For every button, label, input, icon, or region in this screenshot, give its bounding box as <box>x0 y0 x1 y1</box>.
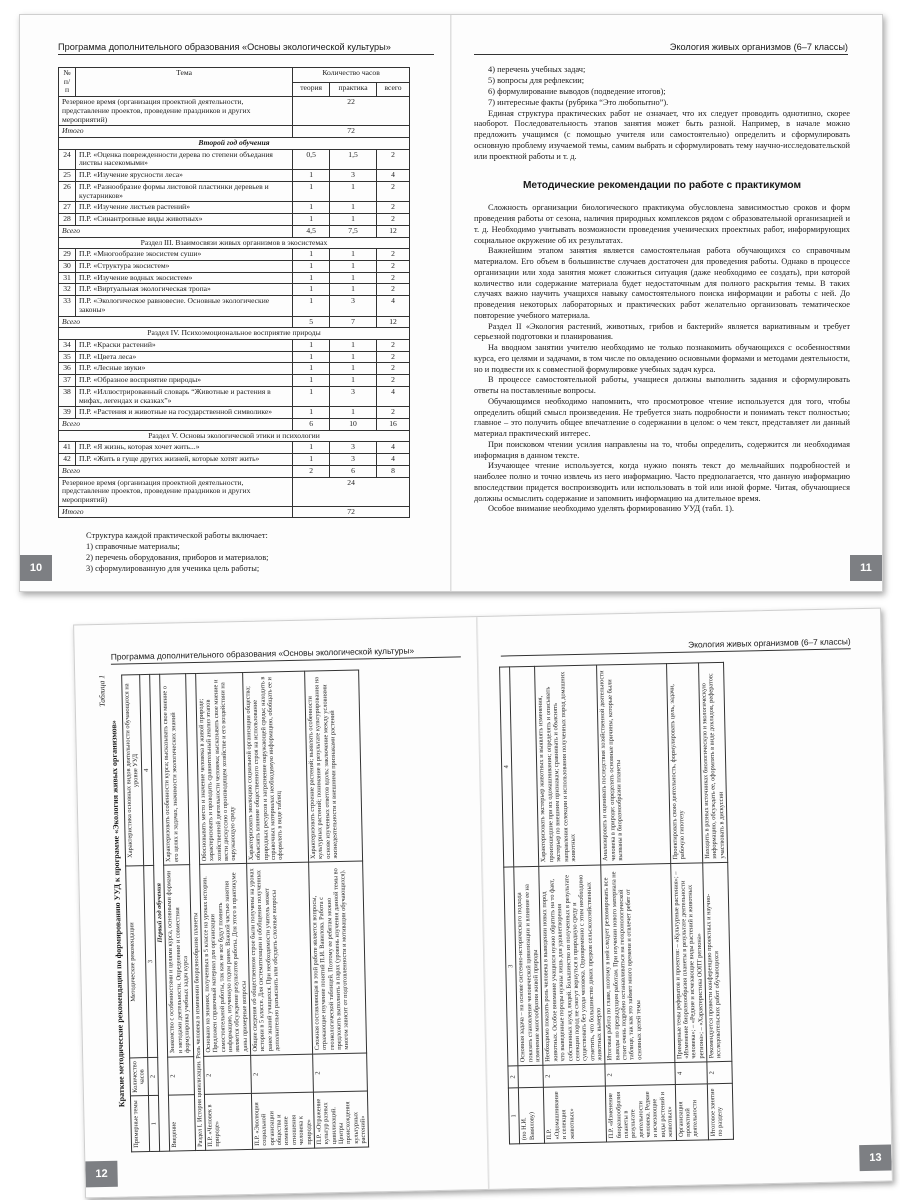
table-title: Краткие методические рекомендации по формированию УУД к программе «Экология живых организмов» <box>109 720 127 1108</box>
hours-table <box>58 67 410 518</box>
cell-topic: П.Р. «Виртуальная экологическая тропа» <box>75 284 292 296</box>
cell-num: 31 <box>59 272 76 284</box>
cell-rec: Примерные темы рефератов и проектов: – «Культурные растения»; – «Изменение биоразнообразия планеты в результате деятельности человека»; – «Редкие и исчезающие виды растений и животных региона»; – «Характеристика ООПТ региона» <box>670 862 707 1062</box>
table-row <box>59 260 410 272</box>
cell-rec: Необходимо показать роль человека в выведении новых пород животных. Особое внимание учащихся нужно обратить на то факт, что выведенные породы нужны лишь для удовлетворения собственных нужд людей. Большинство из полученных в результате селекции пород не смогут вернуться в природную среду и существовать без ухода человека. Одновременно с этим необходимо отметить, что большинство диких предков сельскохозяйственных животных вымерло <box>539 865 605 1066</box>
cell-topic: П.Р. «Растения и животные на государственной символике» <box>75 407 292 419</box>
cell-practice: 1 <box>330 202 377 214</box>
cell-total: 2 <box>377 181 410 201</box>
cell-num: 25 <box>59 170 76 182</box>
cell-num: 24 <box>59 149 76 169</box>
paragraph: Сложность организации биологического практикума обусловлена зависимостью сроков и форм проведения работы от сезона, наличия природных комплексов рядом с образовательной организацией и т. д. Необходимо учитывать возможности проведения ученических проектных работ, информирующих социальное окружение об их результатах. <box>474 203 850 245</box>
cell-total: 16 <box>377 419 410 431</box>
cell-practice: 3 <box>330 386 377 406</box>
cell-practice: 1 <box>330 181 377 201</box>
page-10 <box>20 15 451 591</box>
cell-total: 4 <box>377 386 410 406</box>
cell-hours: 2 <box>605 1063 675 1086</box>
cell-topic: П.Р. «Многообразие экосистем суши» <box>75 249 292 261</box>
table-row <box>59 149 410 169</box>
th-num: 4 <box>139 674 153 866</box>
cell-theory: 1 <box>293 260 330 272</box>
cell-section-heading: Раздел V. Основы экологической этики и психологии <box>59 430 410 442</box>
cell-num: 37 <box>59 375 76 387</box>
cell-topic: П.Р. «Лесные звуки» <box>75 363 292 375</box>
cell-practice: 10 <box>330 419 377 431</box>
th-num: 1 <box>508 1088 520 1144</box>
cell-topic: П.Р. «Отражение культур разных цивилизаций. Центры происхождения культурных растений» <box>313 1091 369 1148</box>
rotated-table <box>493 653 873 1151</box>
cell-practice: 3 <box>330 296 377 316</box>
cell-total: 4 <box>377 296 410 316</box>
table-row <box>59 477 410 506</box>
cell-reserve-value: 22 <box>293 97 410 126</box>
cell-char: Характеризовать экстерьер животных и выявлять изменения, произошедшие при их одомашнивании; определять и описывать экстерьер по внешним признакам; сравнивать и объяснять направления селекции и использования полученных пород домашних животных <box>535 665 601 866</box>
cell-theory: 1 <box>293 272 330 284</box>
th-num: 3 <box>504 866 519 1066</box>
table-row <box>59 363 410 375</box>
cell-total: 2 <box>377 375 410 387</box>
table-row <box>59 296 410 316</box>
cell-theory: 4,5 <box>293 225 330 237</box>
cell-topic: П.Р. «Человек в природе» <box>204 1094 252 1151</box>
cell-num: 32 <box>59 284 76 296</box>
cell-practice: 7,5 <box>330 225 377 237</box>
cell-rec: Основная задача – на основе системно-исторического подхода показать становление человеческой цивилизации и влияние ее на изменение многообразия живой природы <box>514 866 543 1066</box>
cell-practice: 1 <box>330 407 377 419</box>
cell-topic: Организация проектной деятельности <box>675 1084 709 1141</box>
cell-num: 28 <box>59 214 76 226</box>
structure-list-continued <box>474 65 850 109</box>
rotated-table <box>93 661 473 1159</box>
cell-num: 42 <box>59 454 76 466</box>
cell-theory: 1 <box>293 363 330 375</box>
th-topic: Тема <box>75 68 292 97</box>
cell-total: 2 <box>377 249 410 261</box>
cell-topic: П.Р. «Эволюция социальной организации общества и изменение отношения человека к природе» <box>251 1093 314 1150</box>
paragraph: В процессе самостоятельной работы, учащиеся должны выполнить задания и сформулировать ответы на поставленные вопросы. <box>474 375 850 396</box>
cell-sum-label: Всего <box>59 316 293 328</box>
cell-practice: 1 <box>330 260 377 272</box>
th-hours: Количество часов <box>293 68 410 83</box>
table-row <box>59 407 410 419</box>
cell-practice: 1 <box>330 272 377 284</box>
cell-char: Характеризовать строение растений; выявлять особенности культурных растений; понимание в результате культурирования на основе изученных ответов вдоль; заключение между условиями жизнедеятельности и внешними признаками растений <box>305 670 364 863</box>
th-topics: Примерные темы <box>130 1096 149 1152</box>
cell-topic: П.Р. «Иллюстрированный словарь “Животные и растения в мифах, легендах и сказках”» <box>75 386 292 406</box>
paragraph: Изучающее чтение используется, когда нужно понять текст до мельчайших подробностей и наиболее полно и точно извлечь из него информацию. Часто предполагается, что данную информацию впоследствии придется воспроизводить или использовать в той или иной форме. Читая, обучающиеся должны осмыслить содержание и запомнить информацию на длительное время. <box>474 461 850 503</box>
cell-char: Анализировать и оценивать последствия хозяйственной деятельности человека в природе; определять основные причины, которые были вызваны в биоразнообразии планеты <box>597 664 670 865</box>
cell-total-label: Итого <box>59 506 293 518</box>
recommendations-text <box>474 203 850 515</box>
th-num: № п/п <box>59 68 76 97</box>
rotated-table-area <box>493 653 873 1151</box>
cell-theory: 1 <box>293 214 330 226</box>
cell-total: 4 <box>377 442 410 454</box>
cell-theory: 1 <box>293 386 330 406</box>
running-head: Экология живых организмов (6–7 классы) <box>474 42 848 55</box>
table-row <box>59 339 410 351</box>
table-row <box>59 386 410 406</box>
table-row <box>59 272 410 284</box>
cell-theory: 1 <box>293 181 330 201</box>
page-11-content <box>474 65 850 515</box>
cell-reserve-label: Резервное время (организация проектной деятельности, представление проектов, проведение праздников и других мероприятий) <box>59 477 293 506</box>
cell-total: 2 <box>377 351 410 363</box>
cell-rec: Сложная составляющая в этой работе является вопросы, отражающие изучение понятий П.И. Вавилова. Работа с геоэкологической таблицей. Поэтому ее ребятам можно предложить выполнить в парах (уровень изучения данной темы во многом зависит от подготовленности и мотивации обучающихся). <box>309 862 368 1054</box>
uud-table <box>121 670 369 1153</box>
cell-topic: Введение <box>169 1095 195 1151</box>
cell-hours: 2 <box>707 1061 733 1083</box>
cell-num: 30 <box>59 260 76 272</box>
cell-num: 33 <box>59 296 76 316</box>
cell-topic: П.Р. «Экологическое равновесие. Основные экологические законы» <box>75 296 292 316</box>
cell-char: Находить в разных источниках биологическую и экологическую информацию, обсуждать ее, оформлять в виде докладов, рефератов; участвовать в дискуссии <box>699 662 728 862</box>
cell-char: Характеризовать особенности курса; высказывать свое мнение о его целях и задачах, значимости экологических знаний <box>160 674 189 866</box>
cell-num: 35 <box>59 351 76 363</box>
cell-practice: 1 <box>330 375 377 387</box>
table-row <box>59 419 410 431</box>
cell-total: 4 <box>377 454 410 466</box>
hours-table-body <box>59 97 410 518</box>
cell-hours: 2 <box>543 1064 605 1087</box>
cell-num: 36 <box>59 363 76 375</box>
table-row <box>59 97 410 126</box>
table-row <box>59 202 410 214</box>
table-row <box>59 351 410 363</box>
table-row <box>59 249 410 261</box>
cell-topic: Итоговое занятие по разделу <box>707 1083 733 1139</box>
table-row <box>535 665 607 1143</box>
cell-hours: 2 <box>168 1056 194 1095</box>
paragraph: Раздел II «Экология растений, животных, грибов и бактерий» является вариативным и требует серьезной подготовки и планирования. <box>474 321 850 342</box>
table-row <box>59 454 410 466</box>
cell-sum-label: Всего <box>59 465 293 477</box>
uud-table-continued <box>499 662 734 1145</box>
cell-topic: П.Р. «Образное восприятие природы» <box>75 375 292 387</box>
cell-practice: 1 <box>330 363 377 375</box>
page-number: 12 <box>85 1161 118 1188</box>
cell-total: 2 <box>377 202 410 214</box>
list-item: 4) перечень учебных задач; <box>488 65 586 74</box>
table-row <box>59 225 410 237</box>
table-row <box>59 126 410 138</box>
table-row <box>59 375 410 387</box>
running-head: Программа дополнительного образования «Основы экологической культуры» <box>111 644 461 664</box>
page-number: 11 <box>850 555 882 581</box>
th-num: 1 <box>148 1096 160 1152</box>
cell-topic: П.Р. «Изучение ярусности леса» <box>75 170 292 182</box>
paragraph: При поисковом чтении усилия направлены на то, чтобы определить, содержится ли необходимая информация в данном тексте. <box>474 439 850 460</box>
cell-topic: П.Р. «Одомашнивание и селекция животных» <box>544 1086 607 1143</box>
cell-total: 2 <box>377 260 410 272</box>
cell-char: Характеризовать эволюцию социальной организации общества; объяснять влияние общественного строя на использование природных ресурсов и загрязнение окружающей среды; находить в справочных материалах необходимую информацию, обобщать ее и оформлять в виде таблиц <box>243 671 309 864</box>
table-row <box>59 442 410 454</box>
cell-sum-label: Всего <box>59 225 293 237</box>
cell-practice: 1 <box>330 339 377 351</box>
th-recommendations: Методические рекомендации <box>126 866 148 1058</box>
rotated-table-area <box>93 661 473 1159</box>
intro-paragraph <box>474 109 850 163</box>
section-heading: Методические рекомендации по работе с практикумом <box>522 180 802 192</box>
page-11 <box>452 15 882 591</box>
cell-practice: 7 <box>330 316 377 328</box>
hours-table-wrap <box>58 67 410 518</box>
table-row <box>597 664 676 1142</box>
running-head: Программа дополнительного образования «Основы экологической культуры» <box>58 42 434 55</box>
table-row <box>59 170 410 182</box>
cell-theory: 1 <box>293 407 330 419</box>
cell-num: 29 <box>59 249 76 261</box>
cell-topic: П.Р. «Разнообразие формы листовой пластинки деревьев и кустарников» <box>75 181 292 201</box>
cell-section-heading: Раздел IV. Психоэмоциональное восприятие природы <box>59 328 410 340</box>
section-row: Раздел I. История цивилизации. Роль человека в изменении биоразнообразия планеты <box>185 673 205 1150</box>
cell-char: Обосновывать место и значение человека в живой природе; характеризовать и проводить сравнительный анализ этапов хозяйственной деятельности человека; высказывать свое мнение и вести дискуссию о производящем хозяйстве и его воздействии на окружающую среду <box>196 672 247 864</box>
cell-theory: 6 <box>293 419 330 431</box>
th-num: 4 <box>500 667 515 867</box>
cell-sum-label: Всего <box>59 419 293 431</box>
cell-topic: П.Р. «Я жизнь, которая хочет жить...» <box>75 442 292 454</box>
paragraph: Важнейшим этапом занятия является самостоятельная работа обучающихся со справочным материалом. Его объем в большинстве случаев достаточен для проведения работы. Однако в процессе организации или хода занятия может сложиться ситуация (даже необходимо ее создать), при которой количество или содержание материала будет недостаточным для полного раскрытия темы. В таких случаях важно научить учащихся навыку самостоятельного поиска информации и работы с ней. До проведения некоторых лабораторных и практических работ желательно организовать тематическое повторение учебного материала. <box>474 246 850 320</box>
cell-rec: Основано на знаниях, полученных в 5 классе на уроках истории. Предложен справочный материал для организации самостоятельной работы, так как не все будут помнить информацию, изученную годом ранее. Важной частью занятия является обсуждение результатов работы. Для этого в практикуме даны примерные вопросы <box>200 864 251 1056</box>
th-total: всего <box>377 82 410 97</box>
cell-topic: (по Н.И. Вавилову) <box>519 1087 545 1143</box>
table-row <box>59 430 410 442</box>
paragraph: Обучающимся необходимо напомнить, что просмотровое чтение используется для того, чтобы определить общий смысл произведения. Не требуется знать подробности и понимать текст полностью; главное – это получить общее впечатление о содержании в целом: о чем текст, представляет ли данный материал практический интерес. <box>474 396 850 439</box>
cell-theory: 1 <box>293 351 330 363</box>
cell-topic: П.Р. «Жить в гуще других жизней, которые хотят жить» <box>75 454 292 466</box>
paragraph: Единая структура практических работ не означает, что их следует проводить однотипно, скорее наоборот. Последовательность этапов занятия может быть разной. Например, в начале можно предложить учащимся (с помощью учителя или самостоятельно) определить и сформулировать основную проблему изучаемой темы, самим выбрать и сформулировать тему научно-исследовательской или проектной работы и т. д. <box>474 108 850 161</box>
cell-hours: 2 <box>204 1055 252 1095</box>
cell-theory: 0,5 <box>293 149 330 169</box>
cell-total: 12 <box>377 316 410 328</box>
year-row: Первый год обучения <box>150 674 170 1151</box>
th-theory: теория <box>293 82 330 97</box>
cell-practice: 1 <box>330 214 377 226</box>
cell-total: 2 <box>377 149 410 169</box>
book-spread-top <box>19 14 883 592</box>
cell-num: 26 <box>59 181 76 201</box>
cell-hours: 2 <box>251 1054 314 1094</box>
table-row <box>243 671 315 1149</box>
table-row <box>59 138 410 150</box>
cell-num: 38 <box>59 386 76 406</box>
cell-total-value: 72 <box>293 126 410 138</box>
practice-structure-list <box>86 531 426 575</box>
list-item: 7) интересные факты (рубрика “Это любопытно”). <box>488 97 669 107</box>
cell-topic: П.Р. «Цвета леса» <box>75 351 292 363</box>
cell-hours <box>518 1065 544 1087</box>
cell-practice: 3 <box>330 442 377 454</box>
page-13 <box>478 609 892 1189</box>
book-spread-bottom <box>73 608 893 1199</box>
cell-total: 12 <box>377 225 410 237</box>
paragraph: Особое внимание необходимо уделять формированию УУД (табл. 1). <box>488 504 734 514</box>
th-activity: Характеристика основных видов деятельности обучающихся на уровне УУД <box>122 675 144 867</box>
list-item: 2) перечень оборудования, приборов и материалов; <box>86 552 269 562</box>
table-row <box>59 181 410 201</box>
list-item: 1) справочные материалы; <box>86 541 180 551</box>
cell-num: 39 <box>59 407 76 419</box>
cell-theory: 2 <box>293 465 330 477</box>
th-num: 2 <box>147 1057 158 1096</box>
table-row <box>59 284 410 296</box>
cell-total: 2 <box>377 339 410 351</box>
cell-topic: П.Р. «Оценка поврежденности дерева по степени объедания листвы насекомыми» <box>75 149 292 169</box>
cell-rec: Рекомендуется провести конференцию проектных и научно-исследовательских работ обучающихся <box>703 862 732 1062</box>
th-hours: Количество часов <box>130 1057 149 1096</box>
cell-char: Проектировать свою деятельность, формулировать цель, задачи, рабочую гипотезу <box>666 663 703 863</box>
table-label: Таблица 1 <box>97 674 107 707</box>
cell-hours: 4 <box>674 1062 707 1085</box>
cell-num: 27 <box>59 202 76 214</box>
cell-hours: 2 <box>313 1053 368 1093</box>
table-row <box>59 465 410 477</box>
cell-theory: 1 <box>293 296 330 316</box>
cell-topic: П.Р. «Изменение биоразнообразия планеты в результате деятельности человека. Редкие и исчезающие виды растений и животных» <box>606 1085 676 1142</box>
th-num: 3 <box>143 866 157 1057</box>
cell-topic: П.Р. «Синантропные виды животных» <box>75 214 292 226</box>
cell-rec: Итоговая работа по главе, поэтому в ней следует резюмировать все выводы по предыдущим работам. При изучении нового материала не стоит очень подробно останавливаться на геохронологической таблице, так как это займет много времени и отвлечет ребят от основных целей темы <box>601 863 674 1064</box>
cell-total-value: 72 <box>293 506 410 518</box>
cell-num: 34 <box>59 339 76 351</box>
cell-practice: 1,5 <box>330 149 377 169</box>
cell-practice: 1 <box>330 249 377 261</box>
th-practice: практика <box>330 82 377 97</box>
cell-practice: 1 <box>330 284 377 296</box>
cell-topic: П.Р. «Краски растений» <box>75 339 292 351</box>
cell-year-heading: Второй год обучения <box>59 138 410 150</box>
table-row <box>305 670 369 1148</box>
cell-total: 2 <box>377 363 410 375</box>
th-num: 2 <box>508 1066 519 1088</box>
cell-total-label: Итого <box>59 126 293 138</box>
cell-num: 41 <box>59 442 76 454</box>
cell-total: 4 <box>377 170 410 182</box>
list-item: 5) вопросы для рефлексии; <box>488 75 585 85</box>
cell-practice: 6 <box>330 465 377 477</box>
table-row <box>59 328 410 340</box>
cell-total: 2 <box>377 214 410 226</box>
cell-theory: 1 <box>293 202 330 214</box>
cell-theory: 1 <box>293 339 330 351</box>
cell-practice: 3 <box>330 454 377 466</box>
cell-practice: 1 <box>330 351 377 363</box>
list-item: 3) сформулированную для ученика цель работы; <box>86 563 260 573</box>
paragraph: На вводном занятии учителю необходимо не только познакомить обучающихся с особенностями курса, его целями и задачами, в том числе по овладению основными формами и методами деятельности, но и подвести их к совместной формулировке учебных задач курса. <box>474 343 850 374</box>
cell-topic: П.Р. «Структура экосистем» <box>75 260 292 272</box>
table-row <box>59 316 410 328</box>
page-12 <box>74 617 488 1197</box>
running-head: Экология живых организмов (6–7 классы) <box>501 636 851 656</box>
cell-theory: 1 <box>293 249 330 261</box>
cell-rec: Общие сведения об общественном строе были получены на уроках истории в 5 классе. Для систематизации и обобщения полученных ранее знаний учащихся. При необходимости учитель может дополнительно разъяснить или обсудить сложные вопросы <box>247 863 313 1055</box>
table-row <box>59 506 410 518</box>
cell-total: 2 <box>377 407 410 419</box>
list-item: 6) формулирование выводов (подведение итогов); <box>488 86 666 96</box>
cell-total: 2 <box>377 284 410 296</box>
table-row <box>59 214 410 226</box>
cell-topic: П.Р. «Изучение водных экосистем» <box>75 272 292 284</box>
cell-theory: 5 <box>293 316 330 328</box>
cell-reserve-value: 24 <box>293 477 410 506</box>
list-item: Структура каждой практической работы включает: <box>86 531 268 540</box>
page-number: 13 <box>859 1145 892 1172</box>
cell-rec: Знакомство с особенностями и целями курса, основными формами и методами деятельности. Определение и совместная формулировка учебных задач курса <box>164 865 193 1057</box>
cell-theory: 1 <box>293 454 330 466</box>
cell-total: 8 <box>377 465 410 477</box>
cell-total: 2 <box>377 272 410 284</box>
cell-theory: 1 <box>293 442 330 454</box>
cell-section-heading: Раздел III. Взаимосвязи живых организмов в экосистемах <box>59 237 410 249</box>
page-number: 10 <box>20 555 52 581</box>
cell-practice: 3 <box>330 170 377 182</box>
table-row <box>59 237 410 249</box>
cell-reserve-label: Резервное время (организация проектной деятельности, представление проектов, проведение праздников и других мероприятий) <box>59 97 293 126</box>
cell-theory: 1 <box>293 284 330 296</box>
cell-theory: 1 <box>293 170 330 182</box>
cell-topic: П.Р. «Изучение листьев растений» <box>75 202 292 214</box>
cell-theory: 1 <box>293 375 330 387</box>
